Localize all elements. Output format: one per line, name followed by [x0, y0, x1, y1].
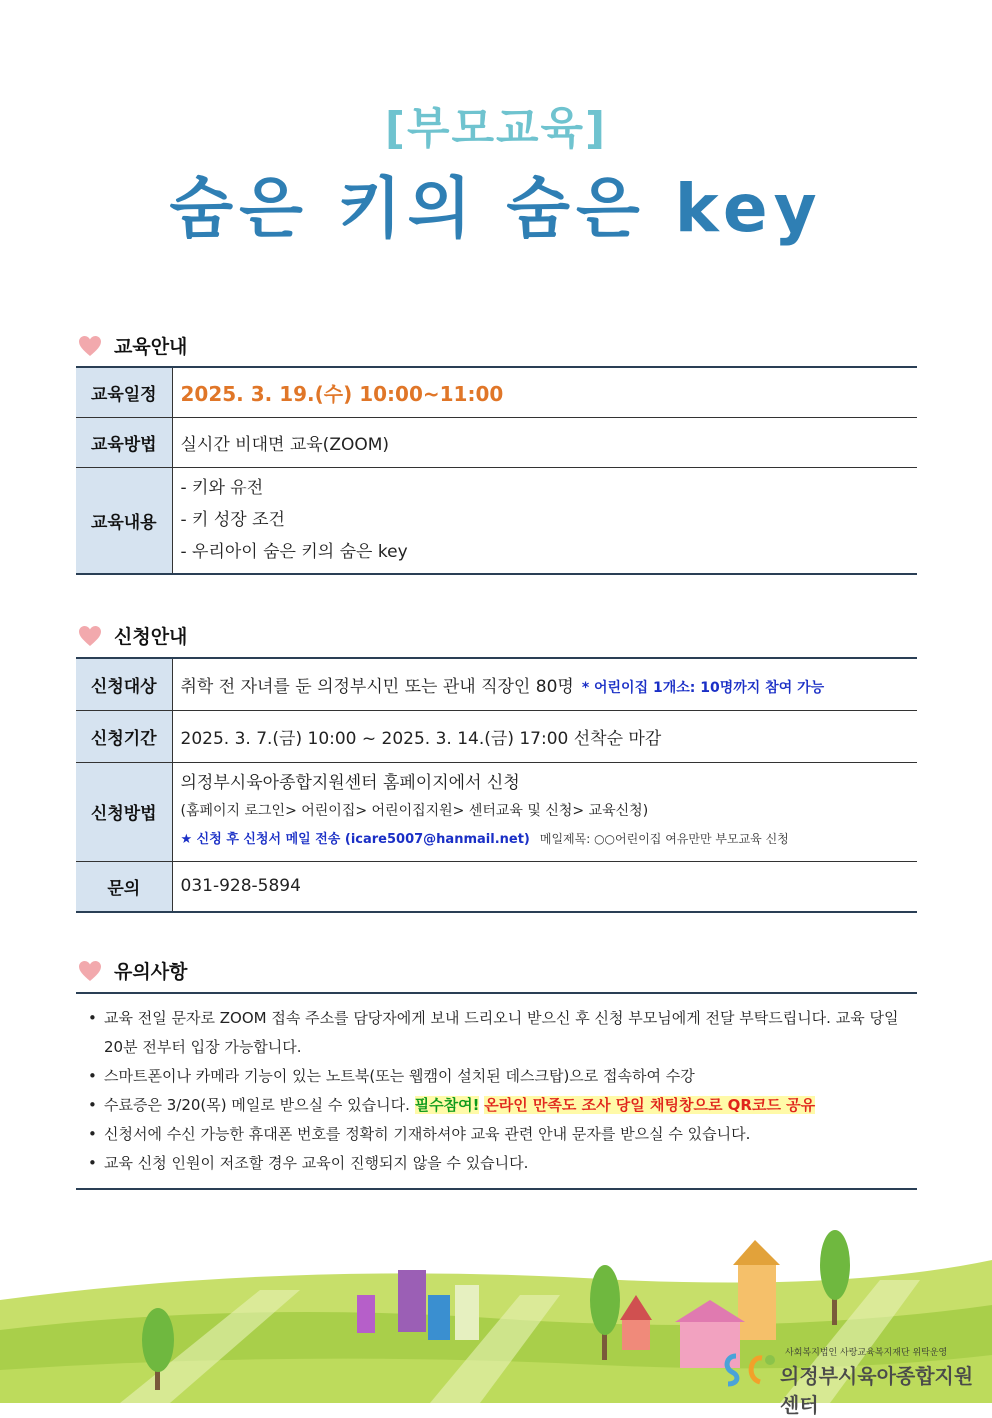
- schedule-label: 교육일정: [76, 367, 172, 417]
- apply-method-line3-note: 메일제목: ○○어린이집 여유만만 부모교육 신청: [539, 832, 789, 846]
- note-highlight-red: 온라인 만족도 조사 당일 채팅창으로 QR코드 공유: [484, 1096, 816, 1114]
- section-header-application: [78, 622, 187, 649]
- section-title: 유의사항: [114, 961, 188, 983]
- list-item: - 키 성장 조건: [180, 510, 285, 531]
- table-row: [76, 762, 917, 861]
- list-item: • 교육 전일 문자로 ZOOM 접속 주소를 담당자에게 보내 드리오니 받으신 후 신청 부모님에게 전달 부탁드립니다. 교육 당일 20분 전부터 입장 가능합니다.: [84, 1004, 909, 1062]
- period-label: 신청기간: [76, 710, 172, 762]
- table-row: [76, 658, 917, 710]
- list-item: • 스마트폰이나 카메라 기능이 있는 노트북(또는 웹캠이 설치된 데스크탑)으로 접속하여 수강: [84, 1062, 909, 1091]
- contact-value: 031-928-5894: [172, 861, 917, 912]
- content-label: 교육내용: [76, 467, 172, 574]
- target-value: 취학 전 자녀를 둔 의정부시민 또는 관내 직장인 80명: [180, 676, 574, 697]
- method-value: 실시간 비대면 교육(ZOOM): [172, 417, 917, 467]
- section-header-notes: [78, 957, 187, 984]
- table-row: [76, 467, 917, 574]
- method-label: 교육방법: [76, 417, 172, 467]
- contact-label: 문의: [76, 861, 172, 912]
- apply-method-line1: 의정부시육아종합지원센터 홈페이지에서 신청: [180, 773, 520, 793]
- apply-method-line2: (홈페이지 로그인> 어린이집> 어린이집지원> 센터교육 및 신청> 교육신청): [180, 803, 649, 819]
- apply-method-label: 신청방법: [76, 762, 172, 861]
- table-row: [76, 710, 917, 762]
- schedule-value: 2025. 3. 19.(수) 10:00~11:00: [180, 381, 504, 406]
- page-subtitle: [부모교육]: [384, 103, 608, 154]
- list-item: - 우리아이 숨은 키의 숨은 key: [180, 542, 408, 563]
- list-item: [84, 1091, 909, 1120]
- org-subtitle: 사회복지법인 사랑교육복지재단 위탁운영: [785, 1348, 948, 1358]
- heart-icon: [78, 625, 102, 647]
- period-value: 2025. 3. 7.(금) 10:00 ~ 2025. 3. 14.(금) 17:00 선착순 마감: [172, 710, 917, 762]
- list-item: • 교육 신청 인원이 저조할 경우 교육이 진행되지 않을 수 있습니다.: [84, 1149, 909, 1178]
- table-row: [76, 861, 917, 912]
- org-logo-icon: [722, 1348, 778, 1388]
- heart-icon: [78, 960, 102, 982]
- section-title: 교육안내: [114, 336, 188, 358]
- org-name: 의정부시육아종합지원센터: [780, 1364, 974, 1417]
- list-item: - 키와 유전: [180, 478, 264, 499]
- heart-icon: [78, 335, 102, 357]
- page-title: 숨은 키의 숨은 key: [169, 170, 823, 247]
- target-note: * 어린이집 1개소: 10명까지 참여 가능: [581, 679, 825, 696]
- table-row: [76, 417, 917, 467]
- education-table: [76, 366, 917, 575]
- section-header-education: [78, 332, 187, 359]
- table-row: [76, 367, 917, 417]
- target-label: 신청대상: [76, 658, 172, 710]
- apply-method-line3: ★ 신청 후 신청서 메일 전송 (icare5007@hanmail.net): [180, 832, 530, 847]
- section-title: 신청안내: [114, 626, 188, 648]
- list-item: • 신청서에 수신 가능한 휴대폰 번호를 정확히 기재하셔야 교육 관련 안내 문자를 받으실 수 있습니다.: [84, 1120, 909, 1149]
- note-highlight-green: 필수참여!: [414, 1096, 480, 1114]
- note-text: 수료증은 3/20(목) 메일로 받으실 수 있습니다.: [104, 1096, 410, 1114]
- application-table: [76, 657, 917, 913]
- notes-box: [76, 992, 917, 1190]
